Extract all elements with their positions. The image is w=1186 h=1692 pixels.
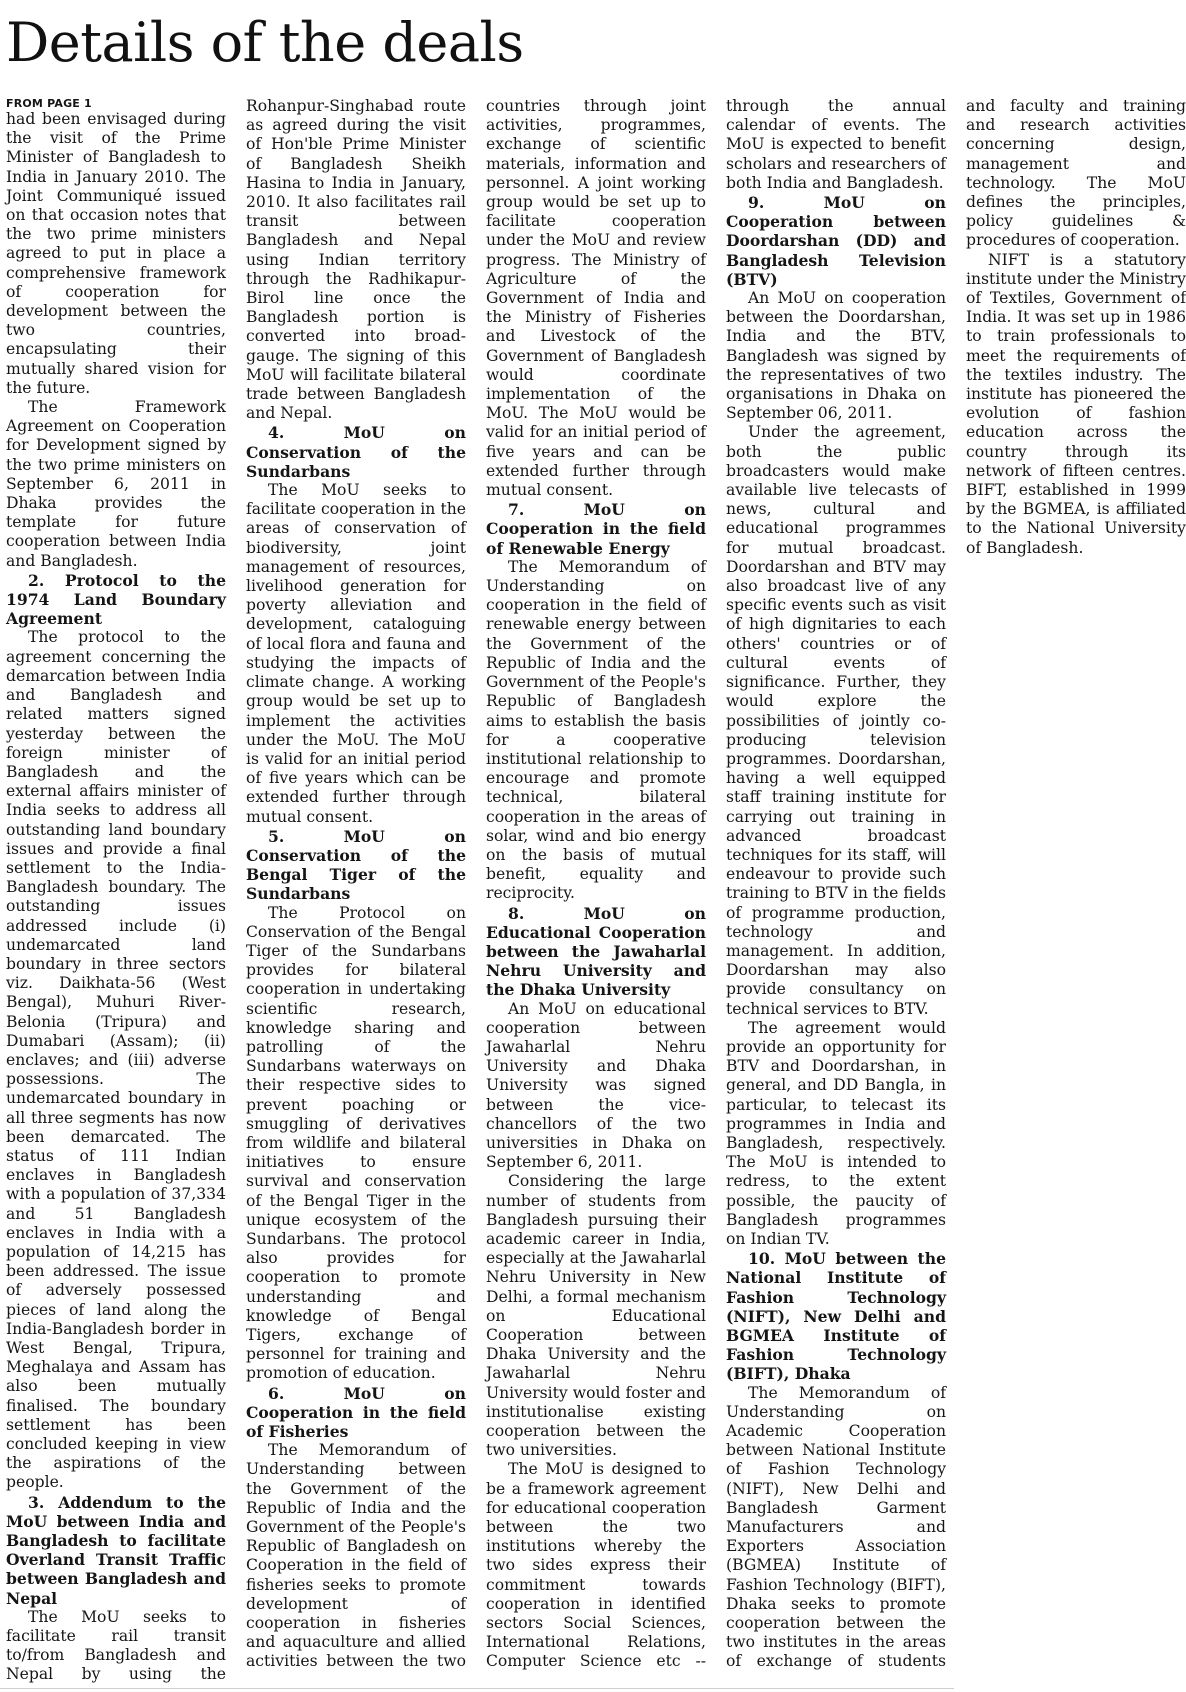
section-heading: 4. MoU on Conservation of the Sundarbans [246, 423, 466, 481]
article-paragraph: The Memorandum of Understanding on cooperation in the field of renewable energy between the Government of the Republic of India and the Government of the People's Republic of Bangladesh aims to establish the basis for a cooperative institutional relationship to encourage and promote technical, bilateral cooperation in the areas of solar, wind and bio energy on the basis of mutual benefit, equality and reciprocity. [486, 557, 706, 903]
section-heading: 10. MoU between the National Institute of Fashion Technology (NIFT), New Delhi and BGMEA Institute of Fashion Technology (BIFT), Dhaka [726, 1249, 946, 1384]
section-heading: 5. MoU on Conservation of the Bengal Tiger of the Sundarbans [246, 826, 466, 904]
article-paragraph: The MoU is designed to be a framework agreement for educational cooperation between the two institutions whereby the two sides express their commitment towards cooperation in identified sectors Social Sciences, International Relations, Computer Science etc -- through the annual calendar of events. The MoU is expected to benefit scholars and researchers of both India and Bangladesh. [486, 97, 946, 1671]
continuation-kicker: FROM PAGE 1 [6, 97, 92, 110]
section-heading: 7. MoU on Cooperation in the field of Renewable Energy [486, 500, 706, 558]
headline: Details of the deals [6, 11, 524, 74]
article-paragraph: Considering the large number of students from Bangladesh pursuing their academic career in India, especially at the Jawaharlal Nehru University in New Delhi, a formal mechanism on Educational Cooperation between Dhaka University and the Jawaharlal Nehru University would foster and institutionalise existing cooperation between the two universities. [486, 1172, 706, 1460]
article-paragraph: The protocol to the agreement concerning the demarcation between India and Bangladesh and related matters signed yesterday between the foreign minister of Bangladesh and the external affairs minister of India seeks to address all outstanding land boundary issues and provide a final settlement to the India-Bangladesh boundary. The outstanding issues addressed include (i) undemarcated land boundary in three sectors viz. Daikhata-56 (West Bengal), Muhuri River-Belonia (Tripura) and Dumabari (Assam); (ii) enclaves; and (iii) adverse possessions. The undemarcated boundary in all three segments has now been demarcated. The status of 111 Indian enclaves in Bangladesh with a population of 37,334 and 51 Bangladesh enclaves in India with a population of 14,215 has been addressed. The issue of adversely possessed pieces of land along the India-Bangladesh border in West Bengal, Tripura, Meghalaya and Assam has also been mutually finalised. The boundary settlement has been concluded keeping in view the aspirations of the people. [6, 628, 226, 1492]
section-heading: 6. MoU on Cooperation in the field of Fisheries [246, 1383, 466, 1442]
section-heading: 3. Addendum to the MoU between India and Bangladesh to facilitate Overland Transit Traffic between Bangladesh and Nepal [6, 1492, 226, 1608]
section-heading: 9. MoU on Cooperation between Doordarshan (DD) and Bangladesh Television (BTV) [726, 193, 946, 289]
article-paragraph: The Protocol on Conservation of the Bengal Tiger of the Sundarbans provides for bilateral cooperation in undertaking scientific research, knowledge sharing and patrolling of the Sundarbans waterways on their respective sides to prevent poaching or smuggling of derivatives from wildlife and bilateral initiatives to ensure survival and conservation of the Bengal Tiger in the unique ecosystem of the Sundarbans. The protocol also provides for cooperation to promote understanding and knowledge of Bengal Tigers, exchange of personnel for training and promotion of education. [246, 903, 466, 1383]
article-paragraph: An MoU on educational cooperation between Jawaharlal Nehru University and Dhaka University was signed between the vice-chancellors of the two universities in Dhaka on September 6, 2011. [486, 999, 706, 1172]
article-paragraph: Under the agreement, both the public broadcasters would make available live telecasts of news, cultural and educational programmes for mutual broadcast. Doordarshan and BTV may also broadcast live of any specific events such as visit of high dignitaries to each others' countries or of cultural events of significance. Further, they would explore the possibilities of jointly co-producing television programmes. Doordarshan, having a well equipped staff training institute for carrying out training in advanced broadcast techniques for its staff, will endeavour to provide such training to BTV in the fields of programme production, technology and management. In addition, Doordarshan may also provide consultancy on technical services to BTV. [726, 423, 946, 1018]
article-paragraph: The agreement would provide an opportunity for BTV and Doordarshan, in general, and DD Bangla, in particular, to telecast its programmes in India and Bangladesh, respectively. The MoU is intended to redress, to the extent possible, the paucity of Bangladesh programmes on Indian TV. [726, 1018, 946, 1248]
article-paragraph: The Memorandum of Understanding between the Government of the Republic of India and the Government of the People's Republic of Bangladesh on Cooperation in the field of fisheries seeks to promote development of cooperation in fisheries and aquaculture and allied activities between the two countries through joint activities, programmes, exchange of scientific materials, information and personnel. A joint working group would be set up to facilitate cooperation under the MoU and review progress. The Ministry of Agriculture of the Government of India and the Ministry of Fisheries and Livestock of the Government of Bangladesh would coordinate implementation of the MoU. The MoU would be valid for an initial period of five years and can be extended further through mutual consent. [246, 97, 706, 1671]
article-body [6, 97, 1186, 1687]
article-paragraph: The Memorandum of Understanding on Academic Cooperation between National Institute of Fashion Technology (NIFT), New Delhi and Bangladesh Garment Manufacturers and Exporters Association (BGMEA) Institute of Fashion Technology (BIFT), Dhaka seeks to promote cooperation between the two institutes in the areas of exchange of students and faculty and training and research activities concerning design, management and technology. The MoU defines the principles, policy guidelines & procedures of cooperation. [726, 97, 1186, 1671]
bottom-divider [0, 1688, 954, 1689]
article-paragraph: NIFT is a statutory institute under the Ministry of Textiles, Government of India. It was set up in 1986 to train professionals to meet the requirements of the textiles industry. The institute has pioneered the evolution of fashion education across the country through its network of fifteen centres. BIFT, established in 1999 by the BGMEA, is affiliated to the National University of Bangladesh. [966, 250, 1186, 557]
section-heading: 2. Protocol to the 1974 Land Boundary Agreement [6, 570, 226, 629]
section-heading: 8. MoU on Educational Cooperation between the Jawaharlal Nehru University and the Dhaka University [486, 903, 706, 1000]
article-paragraph: An MoU on cooperation between the Doordarshan, India and the BTV, Bangladesh was signed by the representatives of two organisations in Dhaka on September 06, 2011. [726, 289, 946, 423]
article-paragraph: The Framework Agreement on Cooperation for Development signed by the two prime ministers on September 6, 2011 in Dhaka provides the template for future cooperation between India and Bangladesh. [6, 398, 226, 570]
article-paragraph: The MoU seeks to facilitate rail transit to/from Bangladesh and Nepal by using the Rohanpur-Singhabad route as agreed during the visit of Hon'ble Prime Minister of Bangladesh Sheikh Hasina to India in January, 2010. It also facilitates rail transit between Bangladesh and Nepal using Indian territory through the Radhikapur-Birol line once the Bangladesh portion is converted into broad-gauge. The signing of this MoU will facilitate bilateral trade between Bangladesh and Nepal. [6, 97, 466, 1684]
article-paragraph: The MoU seeks to facilitate cooperation in the areas of conservation of biodiversity, joint management of resources, livelihood generation for poverty alleviation and development, cataloguing of local flora and fauna and studying the impacts of climate change. A working group would be set up to implement the activities under the MoU. The MoU is valid for an initial period of five years which can be extended further through mutual consent. [246, 481, 466, 826]
article-paragraph: had been envisaged during the visit of the Prime Minister of Bangladesh to India in January 2010. The Joint Communiqué issued on that occasion notes that the two prime ministers agreed to put in place a comprehensive framework of cooperation for development between the two countries, encapsulating their mutually shared vision for the future. [6, 110, 226, 397]
